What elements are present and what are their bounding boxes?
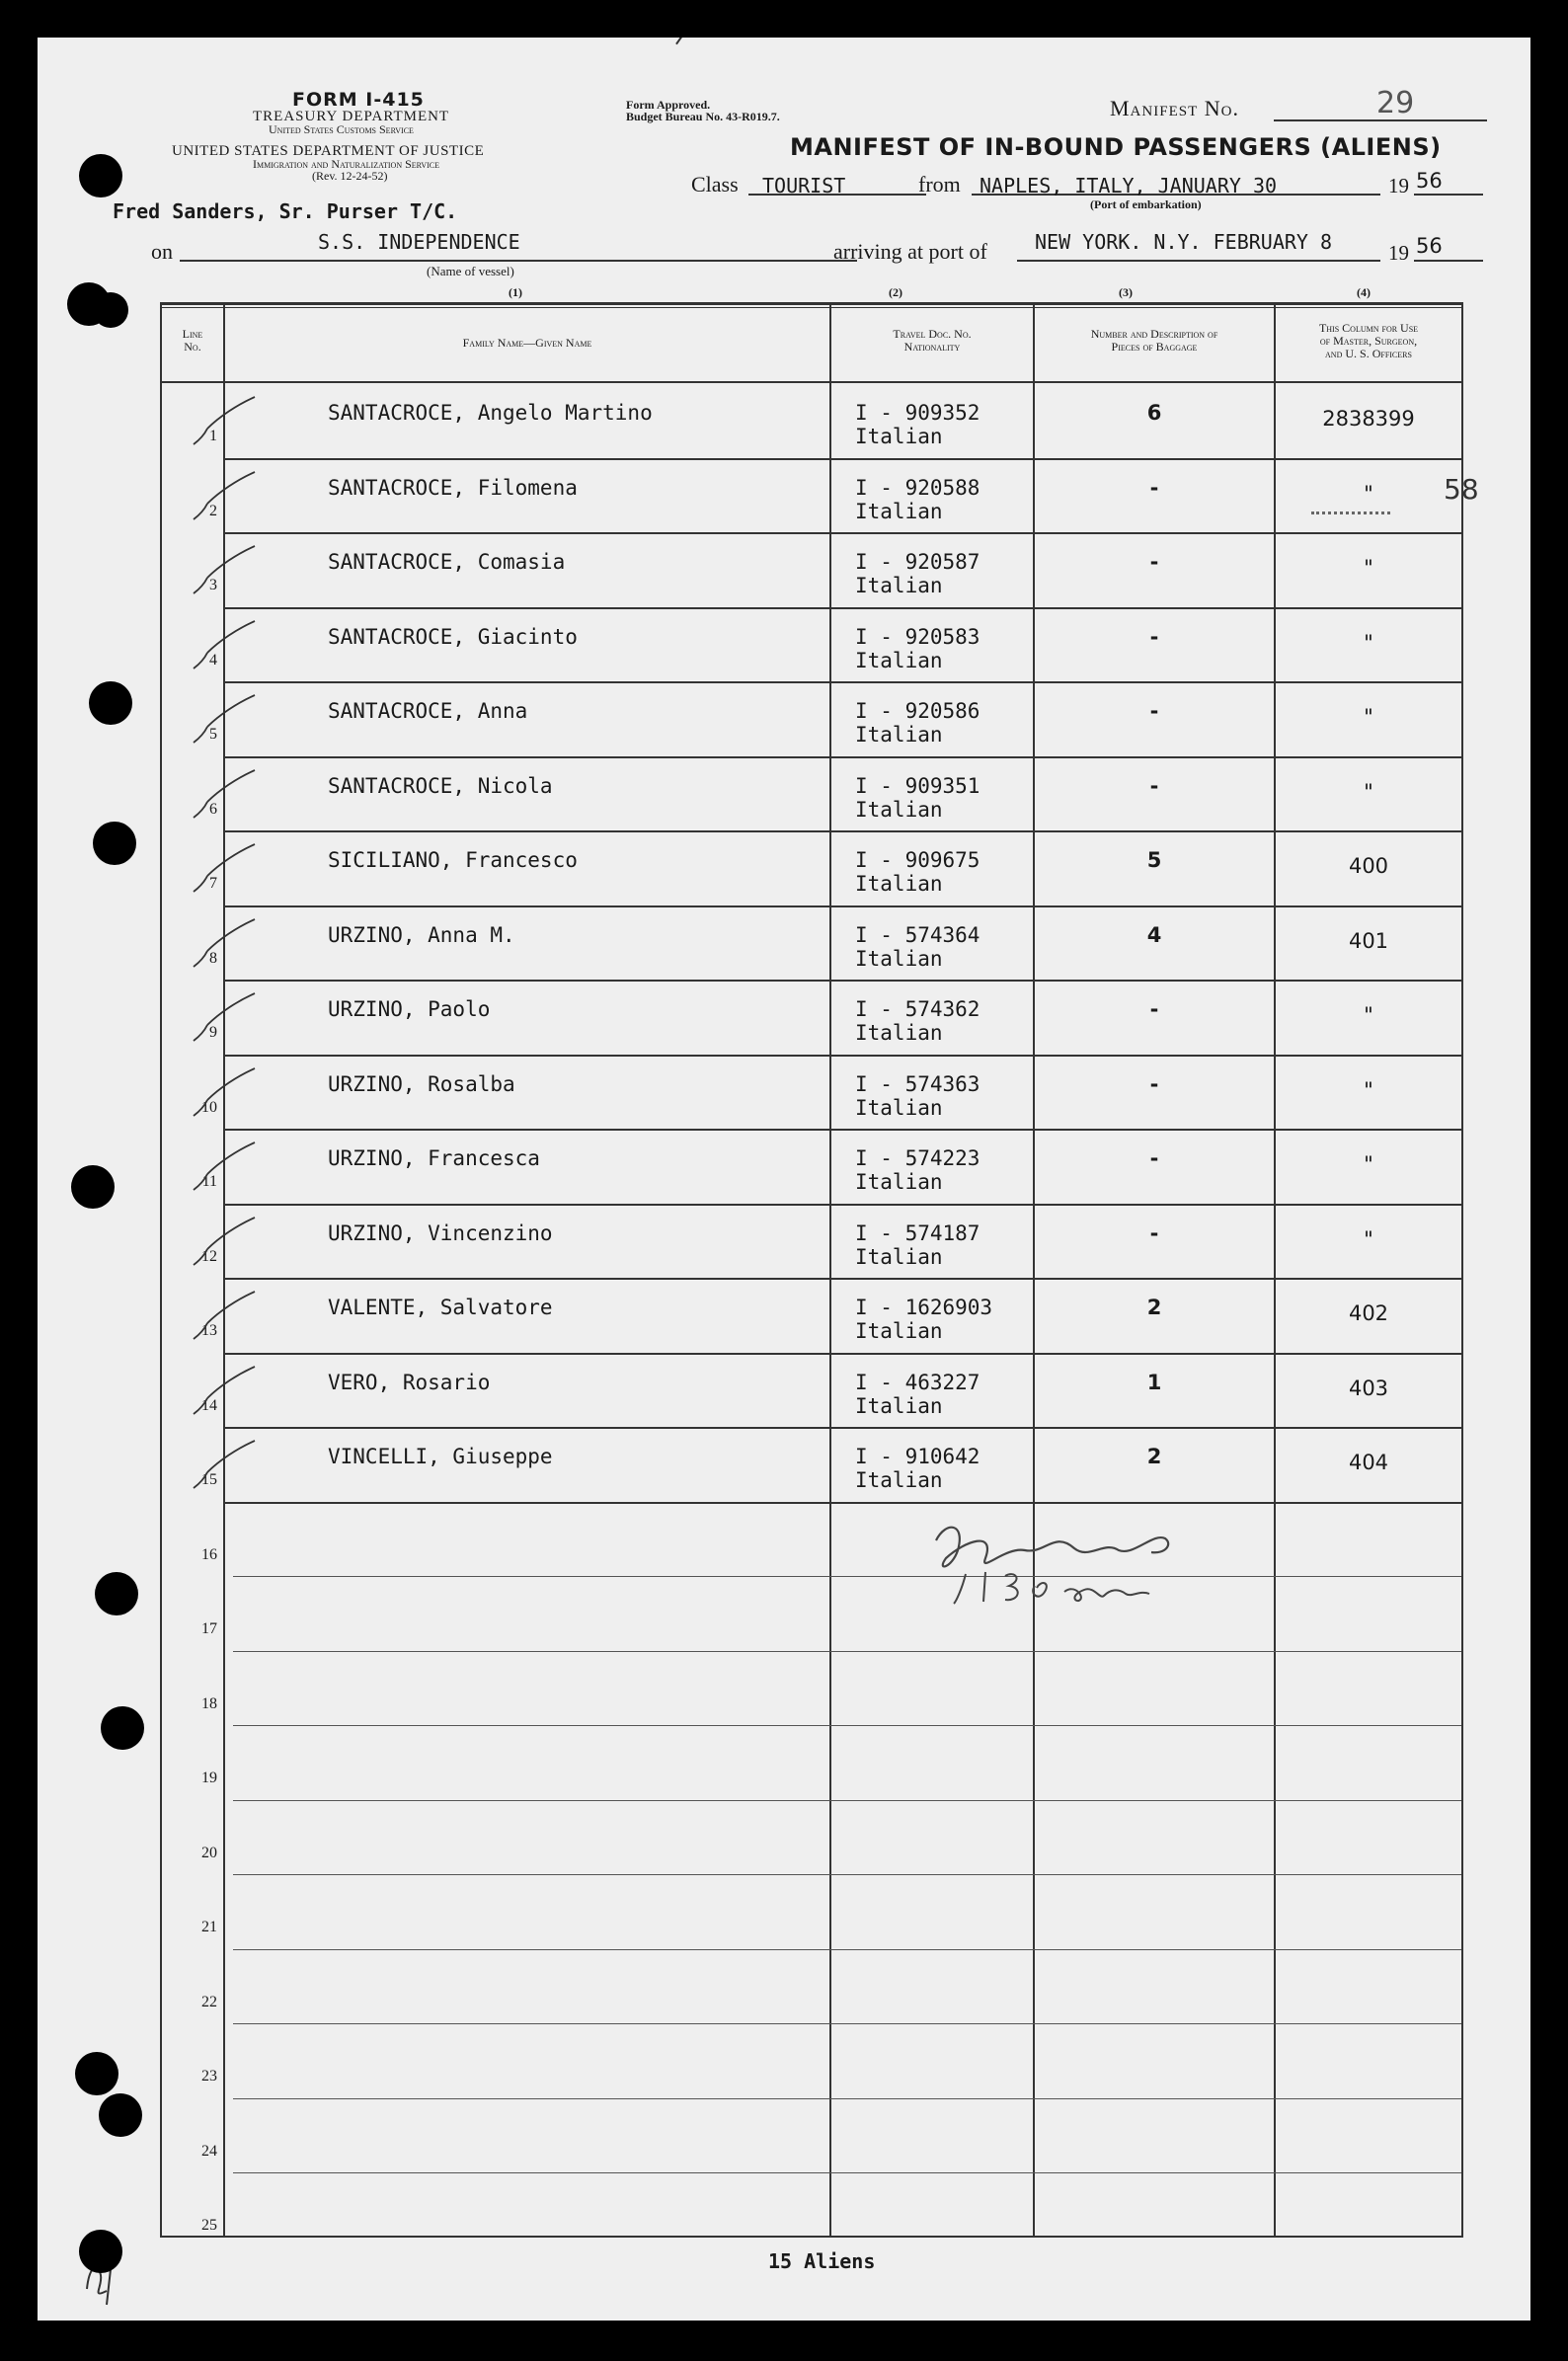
from-label: from [918, 172, 961, 197]
line-number: 11 [201, 1173, 217, 1190]
embarkation-note: (Port of embarkation) [1090, 197, 1202, 211]
passenger-name: URZINO, Rosalba [328, 1071, 515, 1096]
officer-entry: 402 [1348, 1301, 1389, 1325]
baggage-count: - [1149, 624, 1159, 649]
arrival-port-date: NEW YORK. N.Y. FEBRUARY 8 [1035, 230, 1333, 254]
baggage-count: - [1149, 475, 1159, 500]
check-mark-icon [190, 393, 259, 452]
travel-doc-no: I - 574187 [855, 1220, 980, 1245]
travel-doc-no: I - 910642 [855, 1445, 980, 1468]
line-number: 16 [201, 1545, 217, 1563]
officer-entry: " [1364, 779, 1373, 804]
line-number: 10 [201, 1098, 217, 1116]
arrival-year-suffix: 56 [1416, 234, 1443, 258]
year-suffix: 56 [1416, 169, 1443, 193]
form-number: FORM I-415 [292, 89, 425, 111]
vessel-name: S.S. INDEPENDENCE [318, 230, 520, 254]
officer-entry: " [1364, 705, 1373, 729]
treasury-dept: TREASURY DEPARTMENT [253, 109, 450, 124]
col-header-officers: This Column for Use of Master, Surgeon, and U. S. Officers [1318, 321, 1419, 360]
binder-hole [71, 1165, 115, 1209]
baggage-count: - [1149, 699, 1159, 723]
col-header-doc: Travel Doc. No. Nationality [893, 327, 972, 354]
passenger-name: VINCELLI, Giuseppe [328, 1445, 553, 1468]
nationality: Italian [855, 1319, 943, 1343]
travel-doc-no: I - 920586 [855, 699, 980, 723]
passenger-name: URZINO, Francesca [328, 1146, 540, 1170]
col-num-4: (4) [1357, 285, 1371, 299]
line-number: 13 [201, 1322, 217, 1339]
vessel-note: (Name of vessel) [427, 264, 514, 278]
binder-hole [89, 681, 132, 725]
nationality: Italian [855, 574, 943, 597]
travel-doc-no: I - 920588 [855, 475, 980, 500]
stray-mark [675, 38, 685, 44]
nationality: Italian [855, 425, 943, 448]
budget-bureau: Budget Bureau No. 43-R019.7. [626, 110, 780, 123]
class-value: TOURIST [762, 174, 846, 197]
passenger-name: SANTACROCE, Comasia [328, 550, 566, 574]
travel-doc-no: I - 574364 [855, 922, 980, 947]
check-mark-icon [190, 617, 259, 676]
form-revision: (Rev. 12-24-52) [312, 169, 388, 183]
binder-hole [99, 2093, 142, 2137]
binder-hole [93, 822, 136, 865]
purser-name: Fred Sanders, Sr. Purser T/C. [113, 199, 458, 223]
baggage-count: - [1149, 550, 1159, 574]
justice-dept: UNITED STATES DEPARTMENT OF JUSTICE [172, 143, 485, 159]
binder-hole [79, 154, 122, 197]
col-num-1: (1) [509, 285, 522, 299]
nationality: Italian [855, 1095, 943, 1120]
nationality: Italian [855, 723, 943, 747]
officer-signature [906, 1511, 1222, 1610]
baggage-count: 4 [1146, 922, 1162, 947]
check-mark-icon [190, 1437, 259, 1496]
passenger-name: URZINO, Paolo [328, 997, 491, 1021]
officer-entry: " [1364, 630, 1373, 655]
passenger-name: URZINO, Vincenzino [328, 1220, 553, 1245]
check-mark-icon [190, 1214, 259, 1273]
line-number: 19 [201, 1770, 217, 1786]
binder-hole [95, 1572, 138, 1615]
officer-entry: 400 [1348, 854, 1389, 878]
officer-entry: 2838399 [1322, 407, 1415, 431]
line-number: 22 [201, 1993, 217, 2010]
check-mark-icon [190, 1288, 259, 1347]
line-number: 20 [201, 1844, 217, 1861]
passenger-name: URZINO, Anna M. [328, 922, 515, 947]
line-number: 6 [209, 800, 217, 818]
check-mark-icon [190, 1064, 259, 1124]
binder-hole [93, 292, 128, 328]
baggage-count: - [1149, 1071, 1159, 1096]
travel-doc-no: I - 920583 [855, 624, 980, 649]
arrival-year-prefix: 19 [1388, 241, 1409, 265]
officer-entry: 403 [1348, 1376, 1389, 1400]
binder-hole [101, 1706, 144, 1750]
travel-doc-no: I - 574363 [855, 1071, 980, 1096]
on-label: on [151, 239, 173, 264]
arriving-label: arriving at port of [833, 239, 987, 264]
smudge-mark [1311, 512, 1390, 518]
travel-doc-no: I - 463227 [855, 1370, 980, 1394]
passenger-name: SICILIANO, Francesco [328, 848, 578, 872]
col-num-3: (3) [1119, 285, 1133, 299]
nationality: Italian [855, 872, 943, 896]
line-number: 21 [201, 1919, 217, 1935]
line-number: 7 [209, 875, 217, 892]
nationality: Italian [855, 1244, 943, 1269]
line-number: 17 [201, 1620, 217, 1637]
officer-entry: " [1364, 1003, 1373, 1027]
footer-total: 15 Aliens [768, 2249, 876, 2273]
ins-service: Immigration and Naturalization Service [253, 157, 440, 171]
year-prefix: 19 [1388, 174, 1409, 197]
passenger-name: SANTACROCE, Filomena [328, 475, 578, 500]
travel-doc-no: I - 909352 [855, 401, 980, 425]
check-mark-icon [190, 468, 259, 527]
customs-service: United States Customs Service [269, 122, 414, 136]
margin-note: 58 [1444, 473, 1479, 506]
officer-entry: " [1364, 1152, 1373, 1176]
manifest-table [160, 302, 1463, 2242]
check-mark-icon [190, 691, 259, 750]
line-number: 15 [201, 1471, 217, 1488]
officer-entry: " [1364, 556, 1373, 580]
baggage-count: 1 [1146, 1370, 1162, 1394]
officer-entry: 401 [1348, 928, 1389, 953]
line-number: 24 [201, 2142, 217, 2160]
passenger-name: VALENTE, Salvatore [328, 1296, 553, 1319]
passenger-name: SANTACROCE, Angelo Martino [328, 401, 653, 425]
binder-hole [75, 2052, 118, 2095]
passenger-name: SANTACROCE, Anna [328, 699, 528, 723]
col-header-line-no: Line No. [182, 327, 203, 354]
nationality: Italian [855, 1021, 943, 1045]
manifest-no-value: 29 [1376, 86, 1415, 120]
passenger-name: SANTACROCE, Giacinto [328, 624, 578, 649]
line-number: 9 [209, 1024, 217, 1041]
line-number: 5 [209, 726, 217, 743]
manifest-title: MANIFEST OF IN-BOUND PASSENGERS (ALIENS) [790, 133, 1442, 161]
line-number: 3 [209, 577, 217, 593]
nationality: Italian [855, 1468, 943, 1492]
line-number: 2 [209, 502, 217, 519]
travel-doc-no: I - 920587 [855, 550, 980, 574]
nationality: Italian [855, 499, 943, 523]
nationality: Italian [855, 1170, 943, 1194]
nationality: Italian [855, 797, 943, 822]
line-number: 12 [201, 1247, 217, 1265]
check-mark-icon [190, 840, 259, 900]
officer-entry: 404 [1348, 1451, 1389, 1474]
baggage-count: 2 [1146, 1296, 1162, 1319]
travel-doc-no: I - 909351 [855, 773, 980, 798]
col-header-name: Family Name—Given Name [462, 336, 592, 350]
from-value: NAPLES, ITALY, JANUARY 30 [980, 174, 1278, 197]
baggage-count: - [1149, 1220, 1159, 1245]
line-number: 23 [201, 2068, 217, 2085]
check-mark-icon [190, 542, 259, 601]
manifest-page [38, 38, 1530, 2321]
officer-entry: " [1364, 1226, 1373, 1251]
travel-doc-no: I - 909675 [855, 848, 980, 872]
baggage-count: 2 [1146, 1445, 1162, 1468]
line-number: 8 [209, 949, 217, 967]
baggage-count: 5 [1146, 848, 1162, 872]
line-number: 1 [209, 428, 217, 444]
col-header-baggage: Number and Description of Pieces of Baggage [1090, 327, 1218, 354]
form-approved: Form Approved. [626, 98, 711, 112]
manifest-no-label: Manifest No. [1110, 96, 1239, 120]
baggage-count: - [1149, 1146, 1159, 1170]
officer-entry: " [1364, 1077, 1373, 1102]
baggage-count: - [1149, 773, 1159, 798]
passenger-name: VERO, Rosario [328, 1370, 491, 1394]
travel-doc-no: I - 574223 [855, 1146, 980, 1170]
line-number: 14 [201, 1396, 217, 1414]
binder-hole [79, 2230, 122, 2273]
nationality: Italian [855, 1393, 943, 1418]
passenger-name: SANTACROCE, Nicola [328, 773, 553, 798]
baggage-count: 6 [1146, 401, 1162, 425]
nationality: Italian [855, 946, 943, 971]
check-mark-icon [190, 1139, 259, 1198]
check-mark-icon [190, 915, 259, 975]
line-number: 25 [201, 2217, 217, 2234]
baggage-count: - [1149, 997, 1159, 1021]
col-num-2: (2) [889, 285, 902, 299]
travel-doc-no: I - 574362 [855, 997, 980, 1021]
check-mark-icon [190, 1363, 259, 1422]
travel-doc-no: I - 1626903 [855, 1296, 993, 1319]
check-mark-icon [190, 989, 259, 1049]
nationality: Italian [855, 648, 943, 672]
class-label: Class [691, 172, 739, 197]
line-number: 4 [209, 651, 217, 669]
officer-entry: " [1364, 481, 1373, 506]
check-mark-icon [190, 766, 259, 826]
line-number: 18 [201, 1694, 217, 1712]
